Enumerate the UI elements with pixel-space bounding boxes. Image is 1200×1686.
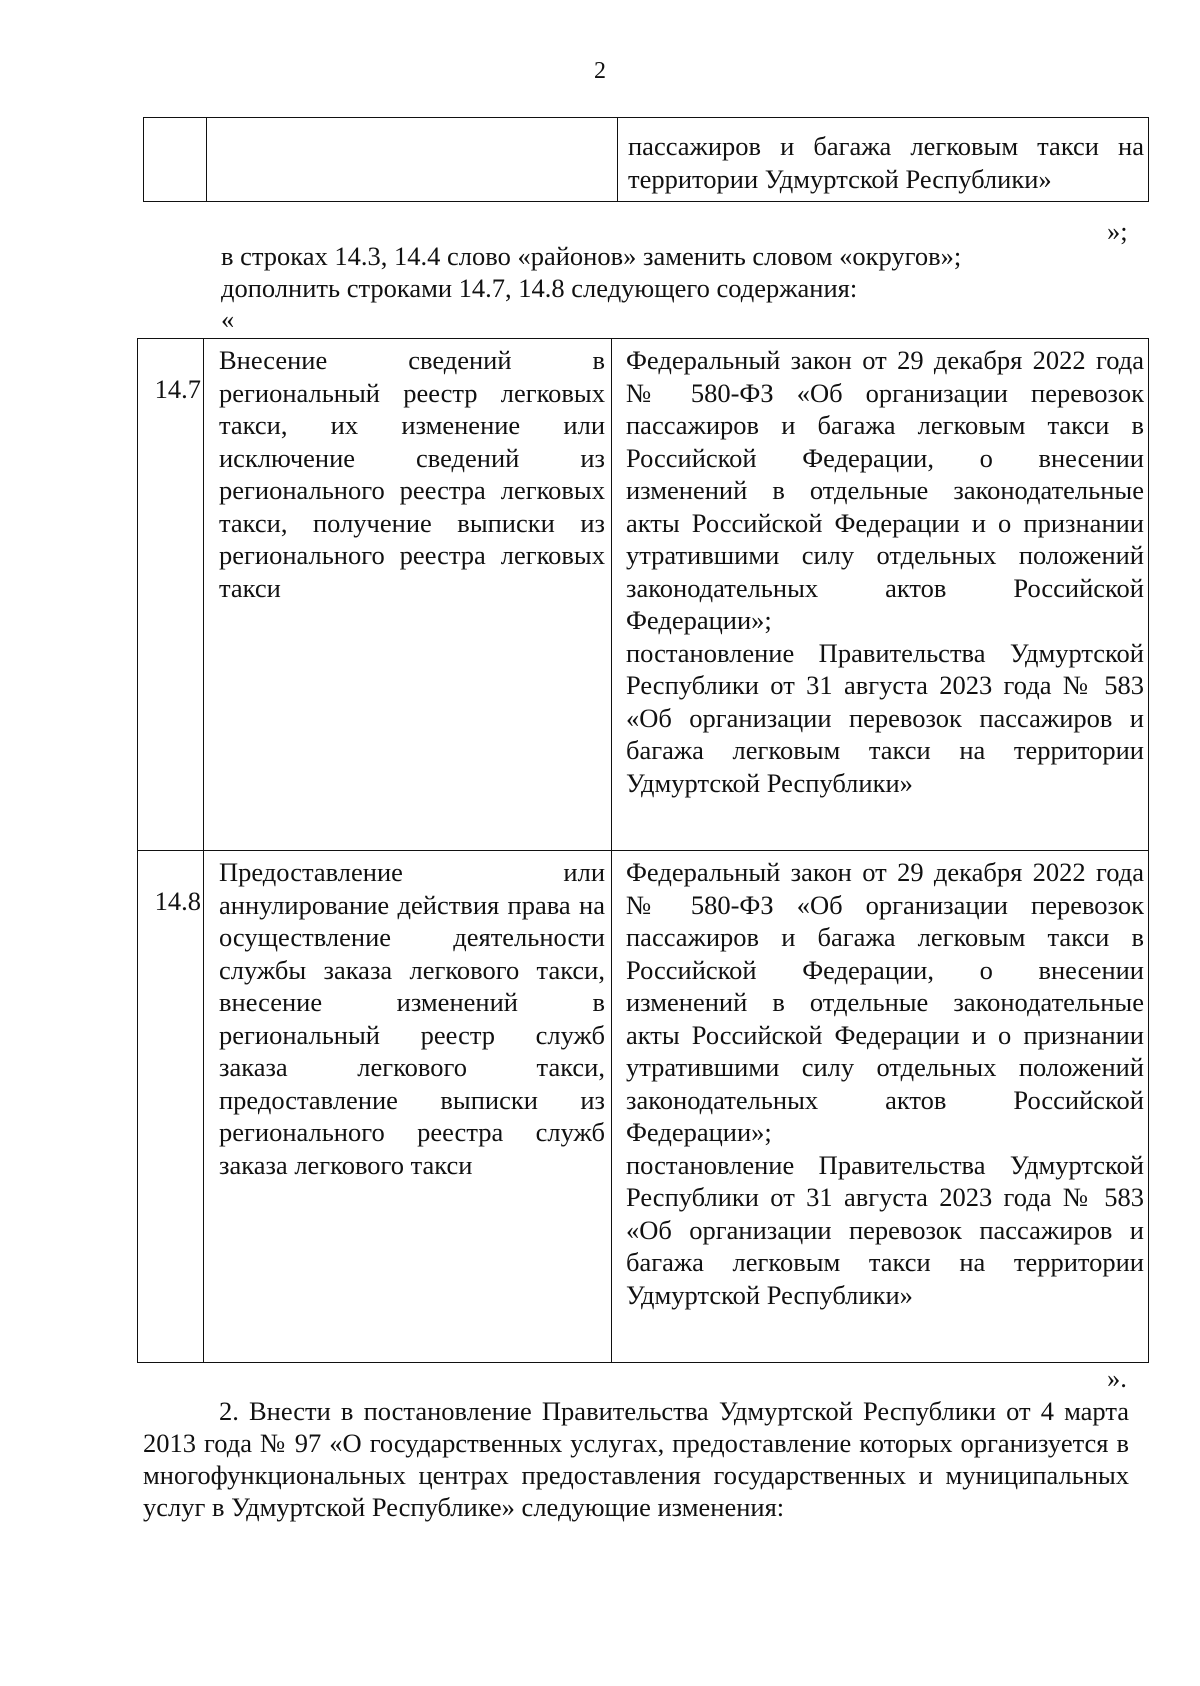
- opening-quote: «: [221, 304, 235, 334]
- table-row: [138, 339, 1149, 851]
- table-row: [138, 851, 1149, 1363]
- row-number: 14.8: [138, 851, 204, 1363]
- table-row: [144, 118, 1149, 202]
- row-service-name: Предоставление или аннулирование действия права на осуществление деятельности службы заказа легкового такси, внесение изменений в региональный реестр служб заказа легкового такси, предоставление выписки из регионального реестра служб заказа легкового такси: [204, 851, 612, 1363]
- row-service-name: Внесение сведений в региональный реестр легковых такси, их изменение или исключение сведений из регионального реестра легковых такси, получение выписки из регионального реестра легковых такси: [204, 339, 612, 851]
- row-legal-basis: [612, 851, 1149, 1363]
- closing-quote-top: »;: [1107, 216, 1128, 246]
- paragraph-2-text: 2. Внести в постановление Правительства Удмуртской Республики от 4 марта 2013 года № 97 «О государственных услугах, предоставление которых организуется в многофункциональных центрах предоставления государственных и муниципальных услуг в Удмуртской Республике» следующие изменения:: [143, 1396, 1129, 1522]
- legal-basis-federal-law: Федеральный закон от 29 декабря 2022 года № 580-ФЗ «Об организации перевозок пассажиров и багажа легковым такси в Российской Федерации, о внесении изменений в отдельные законодательные акты Российской Федерации и о признании утратившими силу отдельных положений законодательных актов Российской Федерации»;: [626, 857, 1144, 1147]
- table-cell-number: [144, 118, 207, 202]
- continued-table: [143, 117, 1149, 202]
- instruction-line-add: дополнить строками 14.7, 14.8 следующего содержания:: [221, 273, 858, 303]
- legal-basis-resolution: постановление Правительства Удмуртской Республики от 31 августа 2023 года № 583 «Об организации перевозок пассажиров и багажа легковым такси на территории Удмуртской Республики»: [626, 1149, 1144, 1310]
- instruction-line-replace: в строках 14.3, 14.4 слово «районов» заменить словом «округов»;: [221, 241, 962, 271]
- table-cell-legal-basis: пассажиров и багажа легковым такси на территории Удмуртской Республики»: [618, 118, 1149, 202]
- row-legal-basis: [612, 339, 1149, 851]
- legal-basis-resolution: постановление Правительства Удмуртской Республики от 31 августа 2023 года № 583 «Об организации перевозок пассажиров и багажа легковым такси на территории Удмуртской Республики»: [626, 637, 1144, 798]
- table-cell-service: [207, 118, 618, 202]
- paragraph-2: [143, 1395, 1129, 1523]
- row-number: 14.7: [138, 339, 204, 851]
- legal-basis-federal-law: Федеральный закон от 29 декабря 2022 года № 580-ФЗ «Об организации перевозок пассажиров и багажа легковым такси в Российской Федерации, о внесении изменений в отдельные законодательные акты Российской Федерации и о признании утратившими силу отдельных положений законодательных актов Российской Федерации»;: [626, 345, 1144, 635]
- closing-quote: ».: [1107, 1363, 1127, 1393]
- added-rows-table: [137, 338, 1149, 1363]
- page-number: 2: [594, 58, 606, 84]
